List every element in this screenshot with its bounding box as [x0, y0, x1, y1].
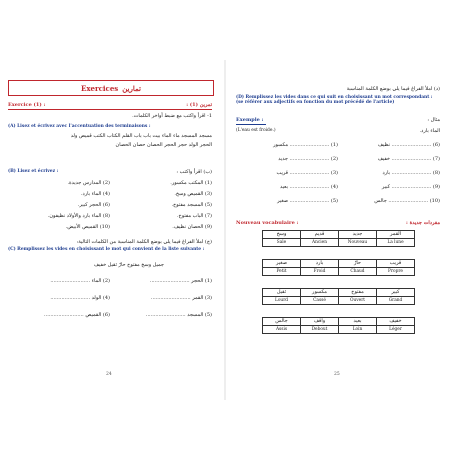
vocab-cell-ar: مفتوح [339, 289, 377, 297]
ex1a-line-1: مسجد المسجد ماء الماء بيت باب باب القلم الكتاب الكتب قميص ولد [70, 133, 212, 139]
vocab-cell-fr: Léger [377, 326, 415, 334]
ex1c-item: (2) الماء ......................... [50, 278, 110, 284]
vocab-cell-ar: وسخ [263, 231, 301, 239]
ex2-heading-ar: (د) املأ الفراغ فيما يلي بوضع الكلمة المناسبة [346, 86, 440, 92]
ex1c-item: (4) الولد ......................... [50, 295, 110, 301]
title-fr: Exercices [80, 83, 119, 93]
vocab-cell-ar: خفيف [377, 318, 415, 326]
vocab-table [262, 317, 415, 334]
vocab-cell-fr: La lune [377, 239, 415, 247]
right-page [236, 72, 442, 388]
vocab-cell-fr: Froid [301, 268, 339, 276]
vocab-cell-fr: Loin [339, 326, 377, 334]
vocab-cell-ar: بارد [301, 260, 339, 268]
vocab-table [262, 288, 415, 305]
ex1b-heading-ar: (ب) اقرأ واكتب : [176, 169, 212, 175]
vocab-cell-fr: Assis [263, 326, 301, 334]
vocab-cell-ar: جالس [263, 318, 301, 326]
vocab-cell-fr: Ouvert [339, 297, 377, 305]
left-page [8, 72, 214, 388]
vocab-row-ar [263, 289, 415, 297]
vocab-cell-fr: Grand [377, 297, 415, 305]
page-number-right: 25 [334, 372, 340, 377]
ex1c-word-list: جميل وسخ مفتوح حارّ ثقيل خفيف [93, 262, 164, 268]
ex1b-item: (1) المكتب مكسور. [170, 180, 212, 186]
example-underline [236, 124, 266, 125]
page-gutter [224, 60, 226, 400]
vocab-cell-fr: Debout [301, 326, 339, 334]
vocab-cell-fr: Sale [263, 239, 301, 247]
ex2-item: (6) ......................... نظيف [377, 142, 440, 148]
ex1-divider [8, 109, 212, 110]
vocab-cell-ar: مكسور [301, 289, 339, 297]
example-label-ar: مثال : [427, 117, 440, 123]
example-sentence-ar: الماء بارد. [419, 128, 440, 134]
vocab-cell-fr: Ancien [301, 239, 339, 247]
vocab-cell-ar: حارّ [339, 260, 377, 268]
vocab-cell-fr: Petit [263, 268, 301, 276]
vocab-row-ar [263, 318, 415, 326]
vocab-cell-ar: واقف [301, 318, 339, 326]
ex1c-label: (C) Remplissez les vides en choisissant le mot qui convient de la liste suivante : [8, 247, 205, 252]
title-ar: تمارين [122, 83, 142, 93]
vocab-row-fr [263, 297, 415, 305]
vocab-heading-fr: Nouveau vocabulaire : [236, 220, 299, 226]
ex1b-item: (3) القميص وسخ. [174, 191, 212, 197]
ex2-item: (7) ......................... خفيف [377, 156, 440, 162]
ex1c-heading-ar: (ج) املأ الفراغ فيما يلي بوضع الكلمة المناسبة من الكلمات التالية: [76, 239, 212, 245]
ex1b-item: (8) الماء بارد والأولاد نظيفون. [47, 213, 110, 219]
vocab-row-fr [263, 268, 415, 276]
ex1c-item: (6) القميص ......................... [44, 312, 110, 318]
vocab-row-fr [263, 326, 415, 334]
vocab-cell-ar: القمر [377, 231, 415, 239]
vocab-row-ar [263, 260, 415, 268]
ex2-label: (D) Remplissez les vides dans ce qui suit en choisissant un mot correspondant : (se référer aux adjectifs en fonction du mot précédé de l'article) [236, 95, 433, 105]
ex1b-item: (5) المسجد مفتوح. [171, 202, 212, 208]
vocab-row-ar [263, 231, 415, 239]
ex1-heading-ar: تمرين (1) : [186, 102, 212, 108]
vocab-table [262, 259, 415, 276]
ex2-item: (5) ......................... صغير [277, 198, 338, 204]
ex1c-item: (5) المسجد ......................... [145, 312, 212, 318]
vocab-cell-ar: جديد [339, 231, 377, 239]
ex1b-item: (2) المدارس جديدة. [67, 180, 110, 186]
ex1b-item: (4) الماء بارد. [80, 191, 110, 197]
ex2-item: (3) ......................... قريب [276, 170, 338, 176]
ex2-item: (9) ......................... كبير [381, 184, 440, 190]
ex1b-item: (6) الحجر كبير. [77, 202, 110, 208]
page-number-left: 24 [106, 372, 112, 377]
example-sentence-fr: (L'eau est froide.) [236, 128, 276, 133]
vocab-cell-ar: قريب [377, 260, 415, 268]
vocab-cell-ar: ثقيل [263, 289, 301, 297]
ex1b-item: (7) الباب مفتوح. [176, 213, 212, 219]
ex1b-label: (B) Lisez et écrivez : [8, 169, 59, 174]
ex2-item: (4) ......................... بعيد [280, 184, 338, 190]
vocab-cell-ar: قديم [301, 231, 339, 239]
ex2-item: (8) ......................... بارد [382, 170, 440, 176]
ex1b-item: (9) الحصان نظيف. [172, 224, 212, 230]
ex1c-item: (1) الحجر ......................... [149, 278, 212, 284]
ex1c-item: (3) القمر ......................... [150, 295, 212, 301]
vocab-cell-ar: كبير [377, 289, 415, 297]
vocab-row-fr [263, 239, 415, 247]
vocab-cell-fr: Cassé [301, 297, 339, 305]
ex2-item: (10) ......................... جالس [374, 198, 440, 204]
ex1-instruction-ar: 1- اقرأ واكتب مع ضبط أواخر الكلمات. [132, 113, 212, 119]
ex2-item: (1) ......................... مكسور [273, 142, 338, 148]
vocab-cell-ar: بعيد [339, 318, 377, 326]
ex1-heading-fr: Exercice (1) : [8, 102, 46, 108]
vocab-cell-fr: Lourd [263, 297, 301, 305]
vocab-cell-fr: Chaud [339, 268, 377, 276]
vocab-cell-fr: Propre [377, 268, 415, 276]
vocab-table [262, 230, 415, 247]
ex1a-line-2: الحجر الولد حجر الحجر الحصان حصان الحصان [115, 142, 212, 148]
example-label-fr: Exemple : [236, 117, 264, 123]
ex1a-label: (A) Lisez et écrivez avec l'accentuation des terminaisons : [8, 124, 151, 129]
vocab-cell-fr: Nouveau [339, 239, 377, 247]
vocab-heading-ar: مفردات جديدة : [406, 220, 440, 226]
ex2-item: (2) ......................... جديد [278, 156, 338, 162]
exercises-title-box [8, 80, 214, 96]
vocab-cell-ar: صغير [263, 260, 301, 268]
ex1b-item: (10) القميص الأبيض. [65, 224, 110, 230]
